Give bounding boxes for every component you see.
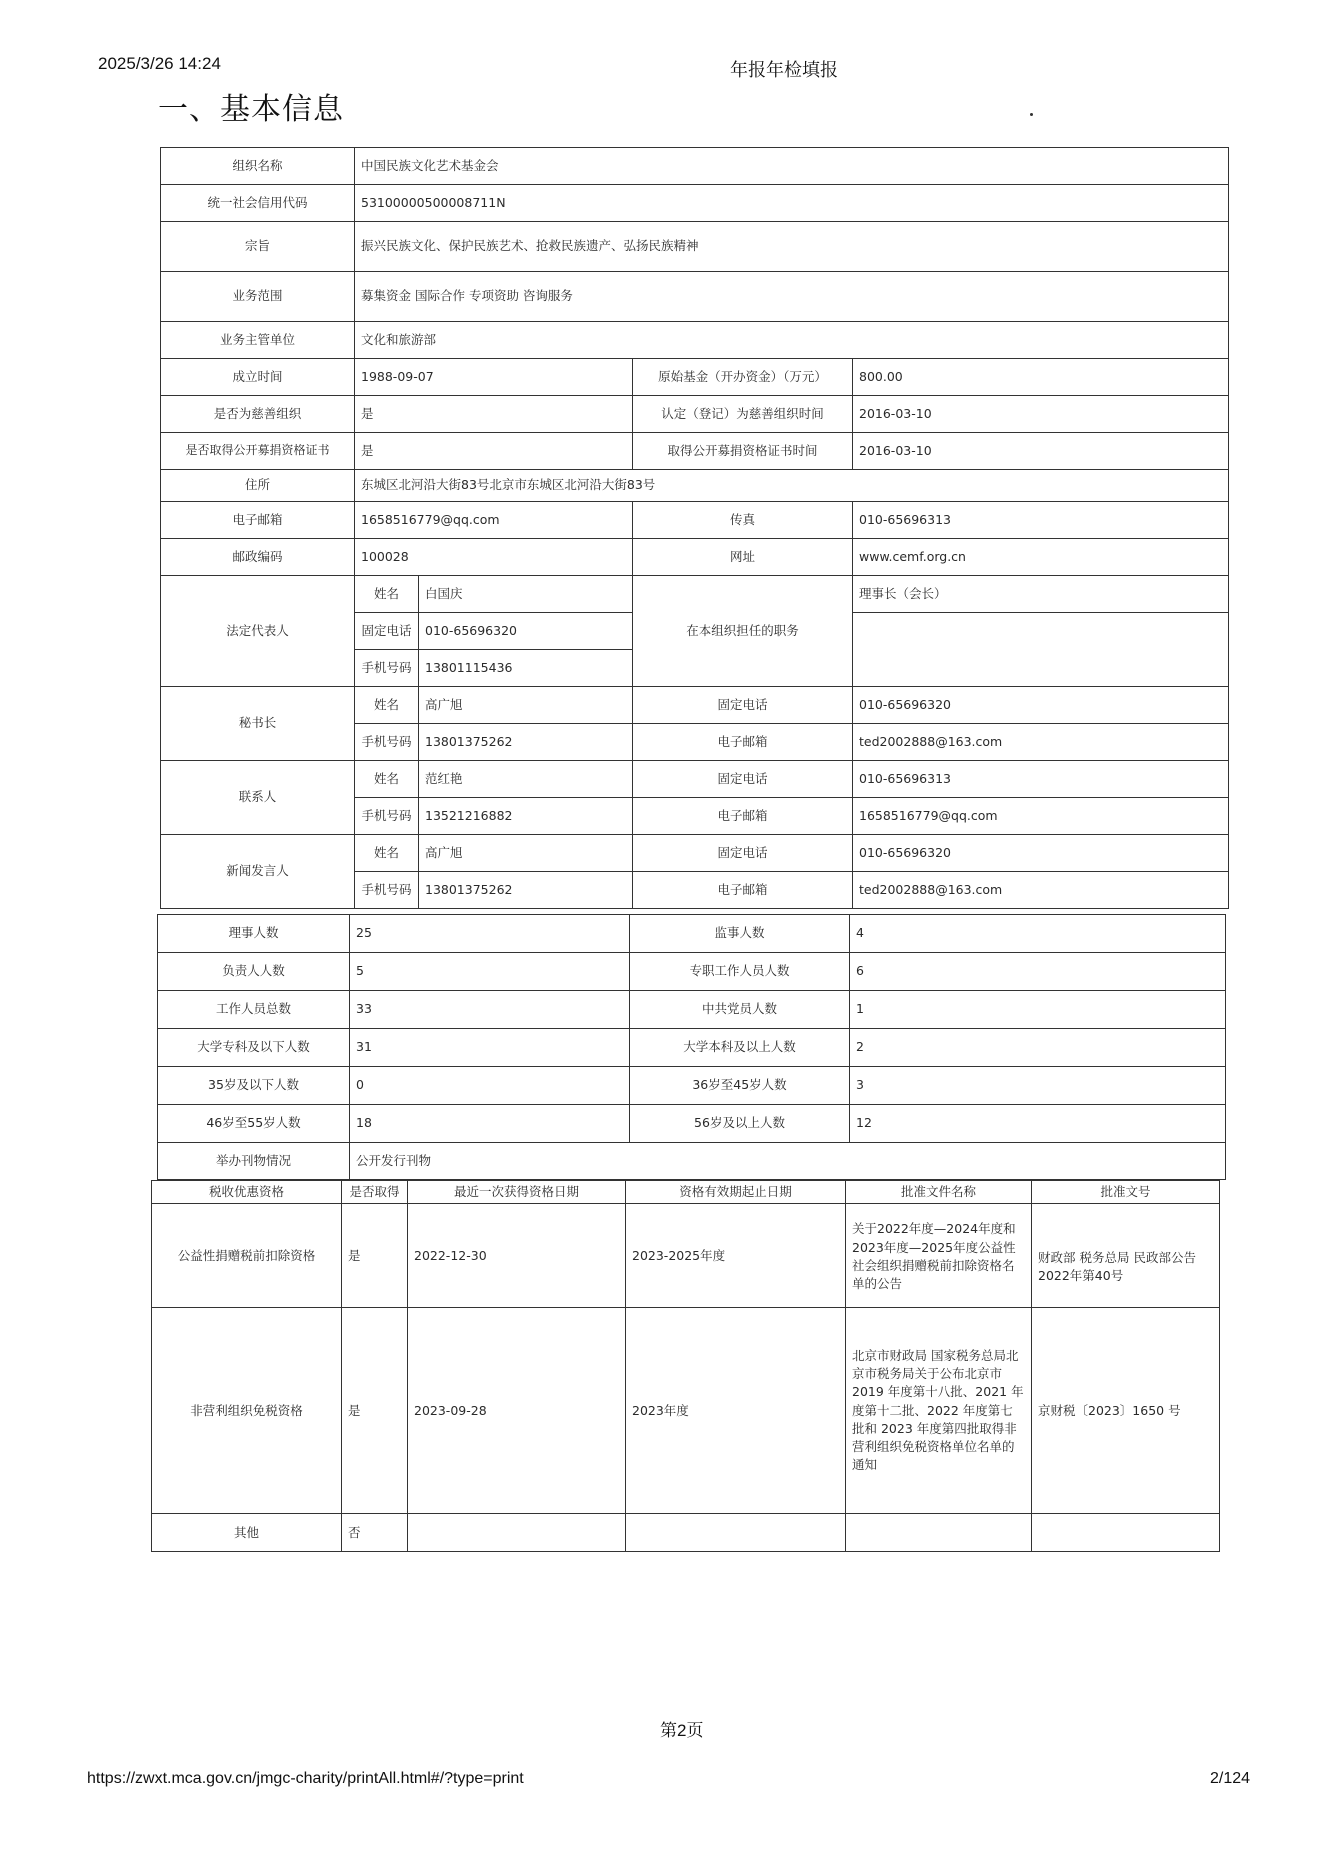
charity-time-label: 认定（登记）为慈善组织时间 (633, 396, 853, 433)
staff-value-1: 31 (350, 1029, 630, 1067)
page-counter: 2/124 (1210, 1770, 1251, 1787)
tax-header-row (152, 1181, 1220, 1204)
staff-label-1: 大学专科及以下人数 (158, 1029, 350, 1067)
tax-period: 2023-2025年度 (626, 1204, 846, 1308)
tax-name: 公益性捐赠税前扣除资格 (152, 1204, 342, 1308)
page-url[interactable]: https://zwxt.mca.gov.cn/jmgc-charity/printAll.html#/?type=print (87, 1770, 524, 1787)
purpose-value: 振兴民族文化、保护民族艺术、抢救民族遗产、弘扬民族精神 (355, 222, 1229, 272)
contact-name-label: 姓名 (355, 761, 419, 798)
legal-rep-phone-label: 固定电话 (355, 613, 419, 650)
secretary-mobile-label: 手机号码 (355, 724, 419, 761)
row-business-scope (161, 272, 1229, 322)
legal-rep-mobile-value: 13801115436 (419, 650, 633, 687)
staff-label-1: 工作人员总数 (158, 991, 350, 1029)
contact-phone-value: 010-65696313 (853, 761, 1229, 798)
row-postcode (161, 539, 1229, 576)
row-spokesperson-name (161, 835, 1229, 872)
website-label: 网址 (633, 539, 853, 576)
tax-date: 2022-12-30 (408, 1204, 626, 1308)
business-scope-value: 募集资金 国际合作 专项资助 咨询服务 (355, 272, 1229, 322)
secretary-mobile-value: 13801375262 (419, 724, 633, 761)
staff-table (157, 914, 1226, 1180)
staff-label-2: 专职工作人员人数 (630, 953, 850, 991)
authority-value: 文化和旅游部 (355, 322, 1229, 359)
secretary-name-label: 姓名 (355, 687, 419, 724)
staff-value-2: 1 (850, 991, 1226, 1029)
tax-header-obtained: 是否取得 (342, 1181, 408, 1204)
row-address (161, 470, 1229, 502)
charity-value: 是 (355, 396, 633, 433)
contact-email-value: 1658516779@qq.com (853, 798, 1229, 835)
fundraising-cert-label: 是否取得公开募捐资格证书 (161, 433, 355, 470)
row-email (161, 502, 1229, 539)
staff-label-2: 中共党员人数 (630, 991, 850, 1029)
fundraising-cert-value: 是 (355, 433, 633, 470)
basic-info-table (160, 147, 1229, 909)
staff-value-2: 2 (850, 1029, 1226, 1067)
postcode-value: 100028 (355, 539, 633, 576)
credit-code-label: 统一社会信用代码 (161, 185, 355, 222)
tax-doc (846, 1514, 1032, 1552)
secretary-email-value: ted2002888@163.com (853, 724, 1229, 761)
spokesperson-label: 新闻发言人 (161, 835, 355, 909)
tax-date (408, 1514, 626, 1552)
legal-rep-position-value: 理事长（会长） (853, 576, 1229, 613)
secretary-email-label: 电子邮箱 (633, 724, 853, 761)
staff-value-1: 0 (350, 1067, 630, 1105)
charity-label: 是否为慈善组织 (161, 396, 355, 433)
email-value: 1658516779@qq.com (355, 502, 633, 539)
legal-rep-phone-value: 010-65696320 (419, 613, 633, 650)
staff-row (158, 1067, 1226, 1105)
org-name-value: 中国民族文化艺术基金会 (355, 148, 1229, 185)
legal-rep-name-label: 姓名 (355, 576, 419, 613)
row-founded (161, 359, 1229, 396)
fund-value: 800.00 (853, 359, 1229, 396)
tax-date: 2023-09-28 (408, 1308, 626, 1514)
row-purpose (161, 222, 1229, 272)
staff-value-2: 12 (850, 1105, 1226, 1143)
secretary-name-value: 高广旭 (419, 687, 633, 724)
secretary-label: 秘书长 (161, 687, 355, 761)
page-number: 第2页 (660, 1721, 704, 1740)
contact-email-label: 电子邮箱 (633, 798, 853, 835)
page-header-title: 年报年检填报 (730, 60, 838, 80)
legal-rep-label: 法定代表人 (161, 576, 355, 687)
founded-value: 1988-09-07 (355, 359, 633, 396)
tax-period (626, 1514, 846, 1552)
legal-rep-position-label: 在本组织担任的职务 (633, 576, 853, 687)
fax-label: 传真 (633, 502, 853, 539)
tax-header-number: 批准文号 (1032, 1181, 1220, 1204)
tax-row-donation-deduction (152, 1204, 1220, 1308)
address-label: 住所 (161, 470, 355, 502)
legal-rep-mobile-label: 手机号码 (355, 650, 419, 687)
staff-row (158, 915, 1226, 953)
staff-label-2: 36岁至45岁人数 (630, 1067, 850, 1105)
scan-speck (1030, 113, 1033, 116)
row-secretary-name (161, 687, 1229, 724)
staff-label-2: 56岁及以上人数 (630, 1105, 850, 1143)
tax-name: 非营利组织免税资格 (152, 1308, 342, 1514)
address-value: 东城区北河沿大街83号北京市东城区北河沿大街83号 (355, 470, 1229, 502)
staff-value-1: 5 (350, 953, 630, 991)
contact-name-value: 范红艳 (419, 761, 633, 798)
contact-label: 联系人 (161, 761, 355, 835)
row-publication (158, 1143, 1226, 1180)
tax-number (1032, 1514, 1220, 1552)
staff-value-1: 25 (350, 915, 630, 953)
tax-table (151, 1180, 1220, 1552)
staff-label-1: 46岁至55岁人数 (158, 1105, 350, 1143)
email-label: 电子邮箱 (161, 502, 355, 539)
spokesperson-phone-value: 010-65696320 (853, 835, 1229, 872)
contact-mobile-value: 13521216882 (419, 798, 633, 835)
spokesperson-name-label: 姓名 (355, 835, 419, 872)
tax-doc: 北京市财政局 国家税务总局北京市税务局关于公布北京市 2019 年度第十八批、2021 年度第十二批、2022 年度第七批和 2023 年度第四批取得非营利组织免税资格单位名单的通知 (846, 1308, 1032, 1514)
spokesperson-mobile-value: 13801375262 (419, 872, 633, 909)
fundraising-cert-time-value: 2016-03-10 (853, 433, 1229, 470)
contact-phone-label: 固定电话 (633, 761, 853, 798)
spokesperson-mobile-label: 手机号码 (355, 872, 419, 909)
staff-row (158, 953, 1226, 991)
credit-code-value: 53100000500008711N (355, 185, 1229, 222)
secretary-phone-label: 固定电话 (633, 687, 853, 724)
tax-row-other (152, 1514, 1220, 1552)
spokesperson-name-value: 高广旭 (419, 835, 633, 872)
tax-obtained: 否 (342, 1514, 408, 1552)
publication-label: 举办刊物情况 (158, 1143, 350, 1180)
staff-value-2: 4 (850, 915, 1226, 953)
tax-number: 京财税〔2023〕1650 号 (1032, 1308, 1220, 1514)
row-contact-name (161, 761, 1229, 798)
row-org-name (161, 148, 1229, 185)
spokesperson-phone-label: 固定电话 (633, 835, 853, 872)
tax-header-period: 资格有效期起止日期 (626, 1181, 846, 1204)
staff-label-1: 35岁及以下人数 (158, 1067, 350, 1105)
founded-label: 成立时间 (161, 359, 355, 396)
authority-label: 业务主管单位 (161, 322, 355, 359)
row-authority (161, 322, 1229, 359)
row-legal-rep-name (161, 576, 1229, 613)
fax-value: 010-65696313 (853, 502, 1229, 539)
tax-period: 2023年度 (626, 1308, 846, 1514)
charity-time-value: 2016-03-10 (853, 396, 1229, 433)
legal-rep-name-value: 白国庆 (419, 576, 633, 613)
tax-header-name: 税收优惠资格 (152, 1181, 342, 1204)
website-value: www.cemf.org.cn (853, 539, 1229, 576)
contact-mobile-label: 手机号码 (355, 798, 419, 835)
spokesperson-email-value: ted2002888@163.com (853, 872, 1229, 909)
spokesperson-email-label: 电子邮箱 (633, 872, 853, 909)
secretary-phone-value: 010-65696320 (853, 687, 1229, 724)
org-name-label: 组织名称 (161, 148, 355, 185)
staff-value-2: 3 (850, 1067, 1226, 1105)
tax-obtained: 是 (342, 1204, 408, 1308)
row-charity (161, 396, 1229, 433)
tax-name: 其他 (152, 1514, 342, 1552)
staff-label-2: 大学本科及以上人数 (630, 1029, 850, 1067)
fund-label: 原始基金（开办资金）（万元） (633, 359, 853, 396)
staff-label-1: 负责人人数 (158, 953, 350, 991)
staff-label-2: 监事人数 (630, 915, 850, 953)
staff-value-2: 6 (850, 953, 1226, 991)
tax-doc: 关于2022年度—2024年度和2023年度—2025年度公益性社会组织捐赠税前扣除资格名单的公告 (846, 1204, 1032, 1308)
tax-header-date: 最近一次获得资格日期 (408, 1181, 626, 1204)
publication-value: 公开发行刊物 (350, 1143, 1226, 1180)
staff-row (158, 991, 1226, 1029)
fundraising-cert-time-label: 取得公开募捐资格证书时间 (633, 433, 853, 470)
staff-row (158, 1105, 1226, 1143)
print-datetime: 2025/3/26 14:24 (98, 54, 221, 73)
tax-header-doc: 批准文件名称 (846, 1181, 1032, 1204)
section-title: 一、基本信息 (158, 92, 344, 127)
tax-row-nonprofit-exemption (152, 1308, 1220, 1514)
row-credit-code (161, 185, 1229, 222)
business-scope-label: 业务范围 (161, 272, 355, 322)
tax-obtained: 是 (342, 1308, 408, 1514)
postcode-label: 邮政编码 (161, 539, 355, 576)
tax-number: 财政部 税务总局 民政部公告 2022年第40号 (1032, 1204, 1220, 1308)
purpose-label: 宗旨 (161, 222, 355, 272)
staff-label-1: 理事人数 (158, 915, 350, 953)
staff-row (158, 1029, 1226, 1067)
legal-rep-position-blank (853, 613, 1229, 687)
staff-value-1: 33 (350, 991, 630, 1029)
row-fundraising-cert (161, 433, 1229, 470)
staff-value-1: 18 (350, 1105, 630, 1143)
